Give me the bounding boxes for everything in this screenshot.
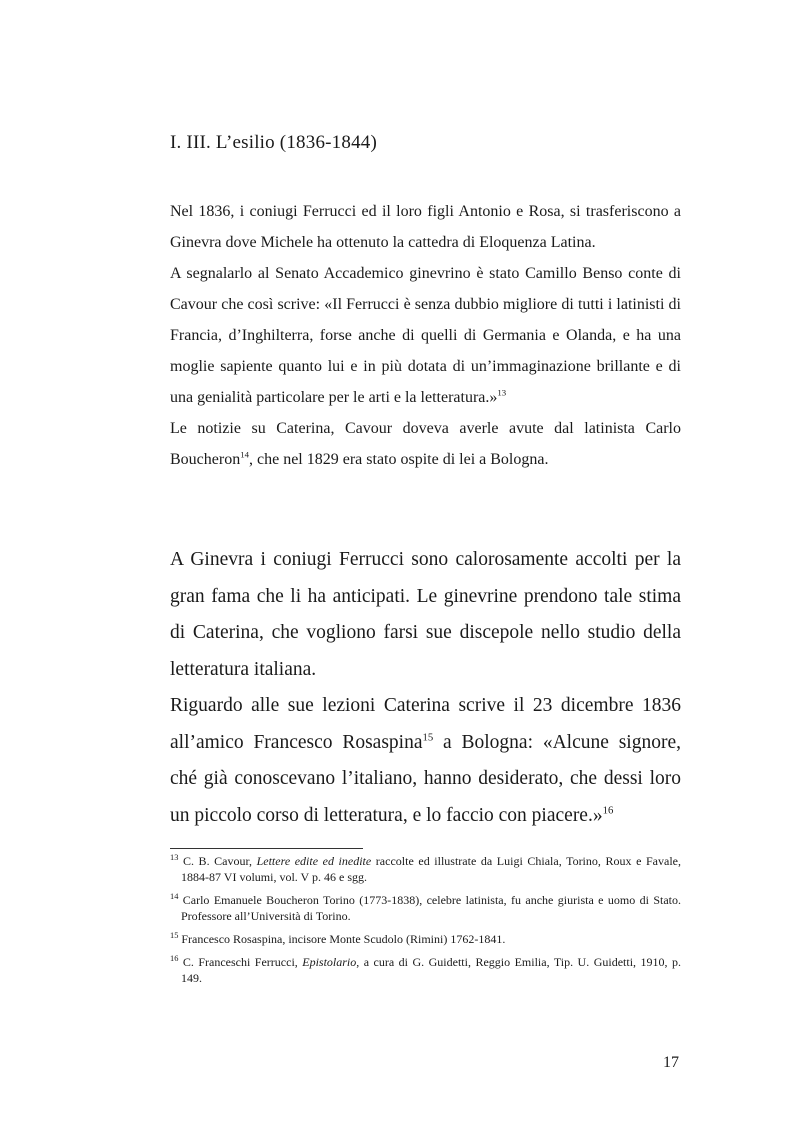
- footnote-14: [170, 892, 681, 924]
- footnote-text: Carlo Emanuele Boucheron Torino (1773-1838), celebre latinista, fu anche giurista e uomo di Stato. Professore all’Università di Torino.: [178, 893, 681, 923]
- footnote-text: C. B. Cavour,: [178, 854, 257, 868]
- footnote-text: C. Franceschi Ferrucci,: [178, 955, 303, 969]
- paragraph-5-text-b: a Bologna: «Alcune signore, ché già conoscevano l’italiano, hanno desiderato, che dessi loro un piccolo corso di letteratura, e lo faccio con piacere.»: [170, 731, 681, 826]
- paragraph-4: A Ginevra i coniugi Ferrucci sono calorosamente accolti per la gran fama che li ha anticipati. Le ginevrine prendono tale stima di Caterina, che vogliono farsi sue discepole nello studio della letteratura italiana.: [170, 549, 681, 680]
- footnote-ref-13[interactable]: 13: [497, 387, 507, 398]
- footnote-title: Lettere edite ed inedite: [256, 854, 372, 868]
- footnote-title: Epistolario: [302, 955, 357, 969]
- footnote-number: 14: [170, 892, 179, 901]
- footnote-number: 16: [170, 954, 179, 963]
- footnote-ref-15[interactable]: 15: [422, 731, 434, 743]
- footnote-16: [170, 954, 681, 986]
- section-heading: I. III. L’esilio (1836-1844): [170, 132, 377, 153]
- paragraph-1: Nel 1836, i coniugi Ferrucci ed il loro figli Antonio e Rosa, si trasferiscono a Ginevra dove Michele ha ottenuto la cattedra di Eloquenza Latina.: [170, 203, 681, 251]
- footnote-number: 15: [170, 931, 179, 940]
- paragraph-3-text-a: Le notizie su Caterina, Cavour doveva averle avute dal latinista Carlo Boucheron: [170, 420, 681, 468]
- paragraph-3: [170, 413, 681, 475]
- paragraph-5-text-a: Riguardo alle sue lezioni Caterina scrive il 23 dicembre 1836 all’amico Francesco Rosaspina: [170, 695, 681, 753]
- footnote-text: raccolte ed illustrate da Luigi Chiala, Torino, Roux e Favale, 1884-87 VI volumi, vol. V p. 46 e sgg.: [181, 854, 681, 884]
- footnote-number: 13: [170, 853, 179, 862]
- footnote-text: , a cura di G. Guidetti, Reggio Emilia, Tip. U. Guidetti, 1910, p. 149.: [181, 955, 681, 985]
- page-number: 17: [663, 1054, 679, 1071]
- footnote-ref-16[interactable]: 16: [602, 804, 614, 816]
- paragraph-3-text-b: , che nel 1829 era stato ospite di lei a Bologna.: [249, 451, 549, 468]
- footnote-13: [170, 853, 681, 885]
- body-text-large: [170, 542, 681, 834]
- body-text: [170, 196, 681, 475]
- paragraph-2: [170, 258, 681, 413]
- footnote-text: Francesco Rosaspina, incisore Monte Scudolo (Rimini) 1762-1841.: [178, 932, 506, 946]
- paragraph-5: [170, 688, 681, 834]
- paragraph-2-text: A segnalarlo al Senato Accademico ginevrino è stato Camillo Benso conte di Cavour che così scrive: «Il Ferrucci è senza dubbio migliore di tutti i latinisti di Francia, d’Inghilterra, forse anche di quelli di Germania e Olanda, e ha una moglie sapiente quanto lui e in più dotata di un’immaginazione brillante e di una genialità particolare per le arti e la letteratura.»: [170, 265, 681, 406]
- footnote-divider: [170, 848, 363, 849]
- footnote-15: [170, 931, 681, 947]
- footnotes: [170, 853, 681, 993]
- footnote-ref-14[interactable]: 14: [240, 449, 249, 460]
